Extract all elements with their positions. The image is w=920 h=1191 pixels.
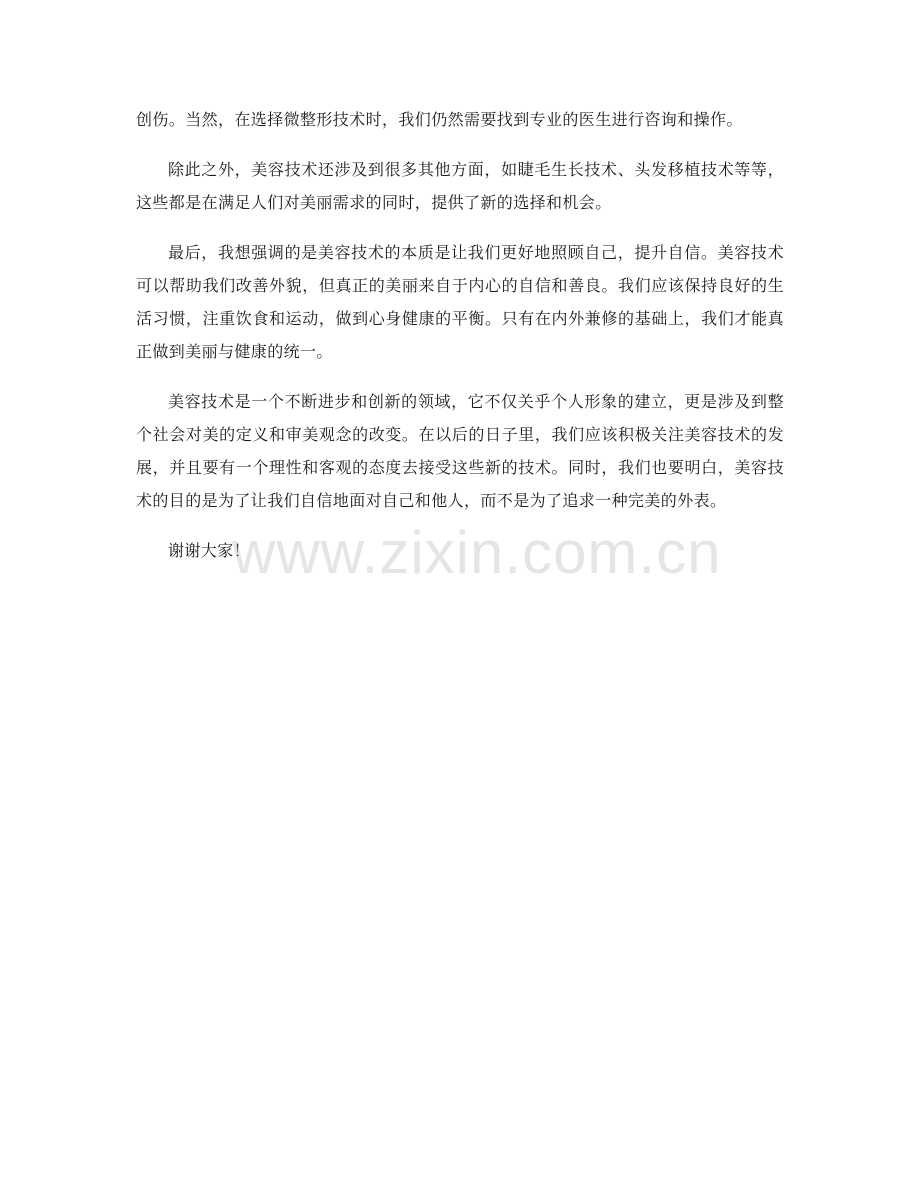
watermark-text: www.zixin.com.cn [232,519,722,586]
paragraph-other-aspects: 除此之外，美容技术还涉及到很多其他方面，如睫毛生长技术、头发移植技术等等，这些都是在满足人们对美丽需求的同时，提供了新的选择和机会。 [136,160,784,212]
document-body [136,103,784,584]
paragraph-continuation: 创伤。当然，在选择微整形技术时，我们仍然需要找到专业的医生进行咨询和操作。 [136,110,743,129]
paragraph-outlook: 美容技术是一个不断进步和创新的领域，它不仅关乎个人形象的建立，更是涉及到整个社会对美的定义和审美观念的改变。在以后的日子里，我们应该积极关注美容技术的发展，并且要有一个理性和客观的态度去接受这些新的技术。同时，我们也要明白，美容技术的目的是为了让我们自信地面对自己和他人，而不是为了追求一种完美的外表。 [136,392,784,510]
paragraph-closing: 谢谢大家！ [168,541,251,560]
paragraph-essence: 最后，我想强调的是美容技术的本质是让我们更好地照顾自己，提升自信。美容技术可以帮助我们改善外貌，但真正的美丽来自于内心的自信和善良。我们应该保持良好的生活习惯，注重饮食和运动，做到心身健康的平衡。只有在内外兼修的基础上，我们才能真正做到美丽与健康的统一。 [136,243,784,361]
